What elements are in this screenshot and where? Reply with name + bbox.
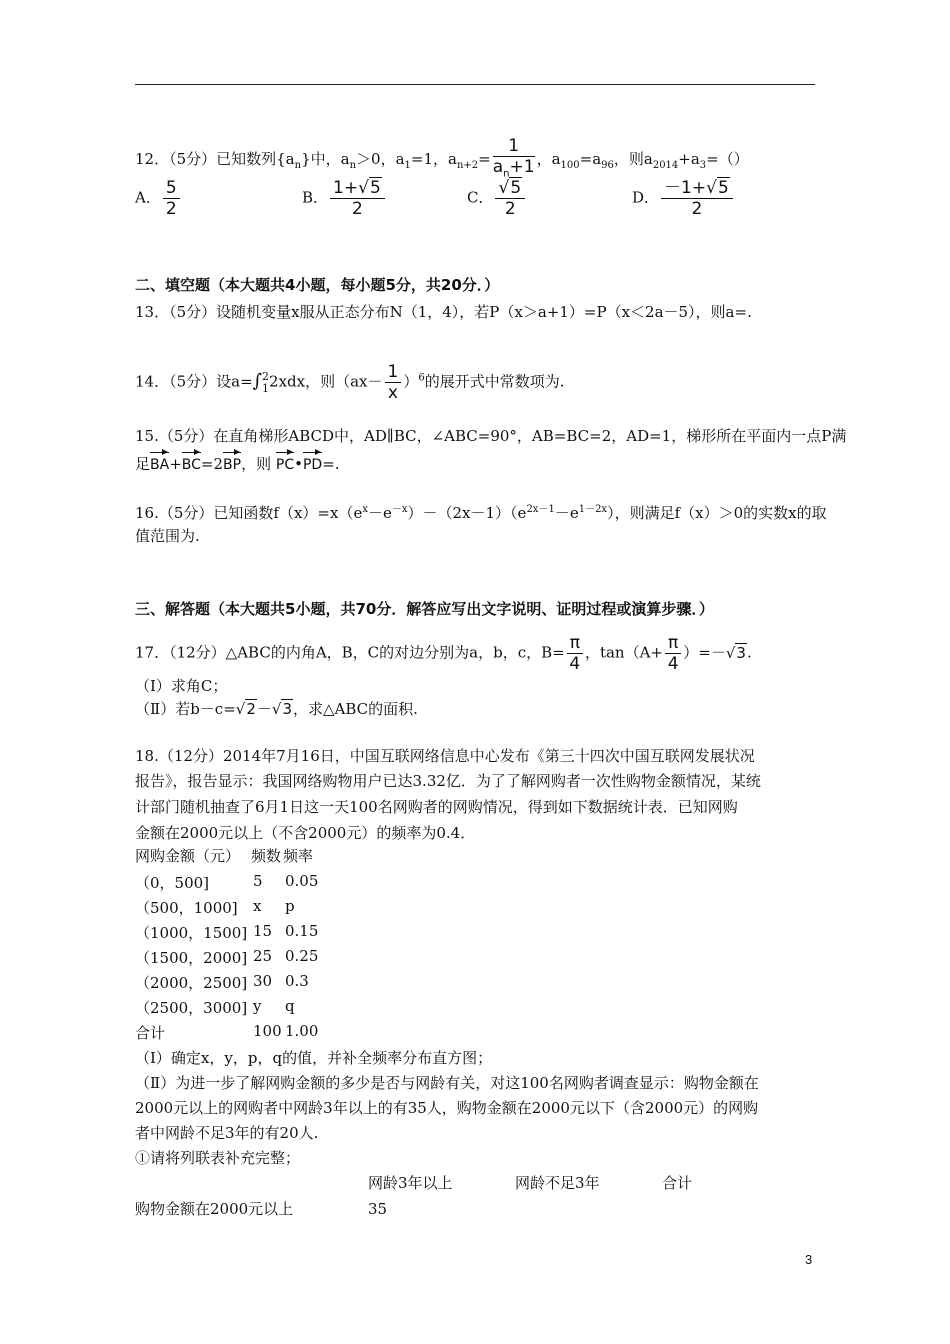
section-solution-title: 三、解答题（本大题共5小题，共70分．解答应写出文字说明、证明过程或演算步骤．） — [135, 600, 714, 618]
option-c: C． $\frac{√5}{2}$ — [467, 178, 527, 219]
question-14: 14．（5分）设a=∫ 2 1 2xdx，则（ax－ $\frac{1}{x}$ ）$^6$的展开式中常数项为. — [135, 362, 565, 403]
question-18-part-2-line-2: 2000元以上的网购者中网龄3年以上的有35人，购物金额在2000元以下（含2000元）的网购 — [135, 1099, 759, 1117]
contingency-header-age-under-3: 网龄不足3年 — [515, 1174, 600, 1192]
vector-ba: BA — [150, 450, 169, 476]
question-18-item-1: ①请将列联表补充完整； — [135, 1149, 301, 1167]
question-16-line-1: 16.（5分）已知函数$f(x)=x(e^x-e^{-x})-(2x-1)(e^{2x-1}-e^{1-2x})$，则满足f（x）＞0的实数x的取 — [135, 504, 827, 522]
vector-bp: BP — [223, 450, 241, 476]
question-16-line-2: 值范围为. — [135, 527, 200, 545]
option-d: D． $\frac{-1+√5}{2}$ — [632, 178, 735, 219]
question-18-part-2-line-3: 者中网龄不足3年的有20人. — [135, 1124, 319, 1142]
contingency-header-age-over-3: 网龄3年以上 — [368, 1174, 453, 1192]
section-fill-in-title: 二、填空题（本大题共4小题，每小题5分，共20分．） — [135, 276, 500, 294]
page-number: 3 — [805, 1252, 813, 1267]
question-18-line-1: 18.（12分）2014年7月16日，中国互联网络信息中心发布《第三十四次中国互联网发展状况 — [135, 747, 755, 765]
contingency-row-value: 35 — [368, 1200, 388, 1218]
option-b: B． $\frac{1+√5}{2}$ — [302, 178, 387, 219]
question-12: 12．（5分）已知数列$\{a_n\}$中，$a_n>0$，$a_1=1$，$a_{n+2}=$ $\frac{1}{a_n+1}$ ，$a_{100}=a_{96}$，则$a_{2014}+a_3=()$ — [135, 136, 749, 184]
question-18-part-1: （Ⅰ）确定x，y，p，q的值，并补全频率分布直方图； — [135, 1049, 493, 1067]
fraction-1-over-an-plus-1: $\frac{1}{a_n+1}$ — [492, 136, 535, 180]
question-15-line-2: 足BA+BC=2BP，则 PC•PD=. — [135, 450, 340, 476]
question-17-part-1: （Ⅰ）求角C； — [135, 677, 228, 695]
vector-bc: BC — [182, 450, 201, 476]
question-18-line-2: 报告》，报告显示：我国网络购物用户已达3.32亿．为了了解网购者一次性购物金额情况，某统 — [135, 772, 761, 790]
question-18-line-3: 计部门随机抽查了6月1日这一天100名网购者的网购情况，得到如下数据统计表．已知网购 — [135, 798, 738, 816]
question-17-part-2: （Ⅱ）若b－c=√2－√3，求△ABC的面积. — [135, 700, 418, 718]
option-a: A． $\frac{5}{2}$ — [135, 178, 182, 219]
header-rule — [135, 84, 815, 85]
question-18-line-4: 金额在2000元以上（不含2000元）的频率为0.4． — [135, 824, 476, 842]
question-17: 17．（12分）△ABC的内角A，B，C的对边分别为a，b，c，B= $\frac{\pi}{4}$ ，tan（A+ $\frac{\pi}{4}$ ）=－√3. — [135, 633, 752, 674]
vector-pc: PC — [276, 450, 294, 476]
vector-pd: PD — [303, 450, 322, 476]
question-15-line-1: 15.（5分）在直角梯形ABCD中，AD∥BC，∠ABC=90°，AB=BC=2，AD=1，梯形所在平面内一点P满 — [135, 427, 847, 445]
question-18-part-2-line-1: （Ⅱ）为进一步了解网购金额的多少是否与网龄有关，对这100名网购者调查显示：购物金额在 — [135, 1074, 759, 1092]
contingency-row-label: 购物金额在2000元以上 — [135, 1200, 294, 1218]
question-13: 13．（5分）设随机变量x服从正态分布N（1，4），若P（x＞a+1）=P（x＜2a－5），则a=. — [135, 303, 752, 321]
contingency-header-total: 合计 — [662, 1174, 693, 1192]
